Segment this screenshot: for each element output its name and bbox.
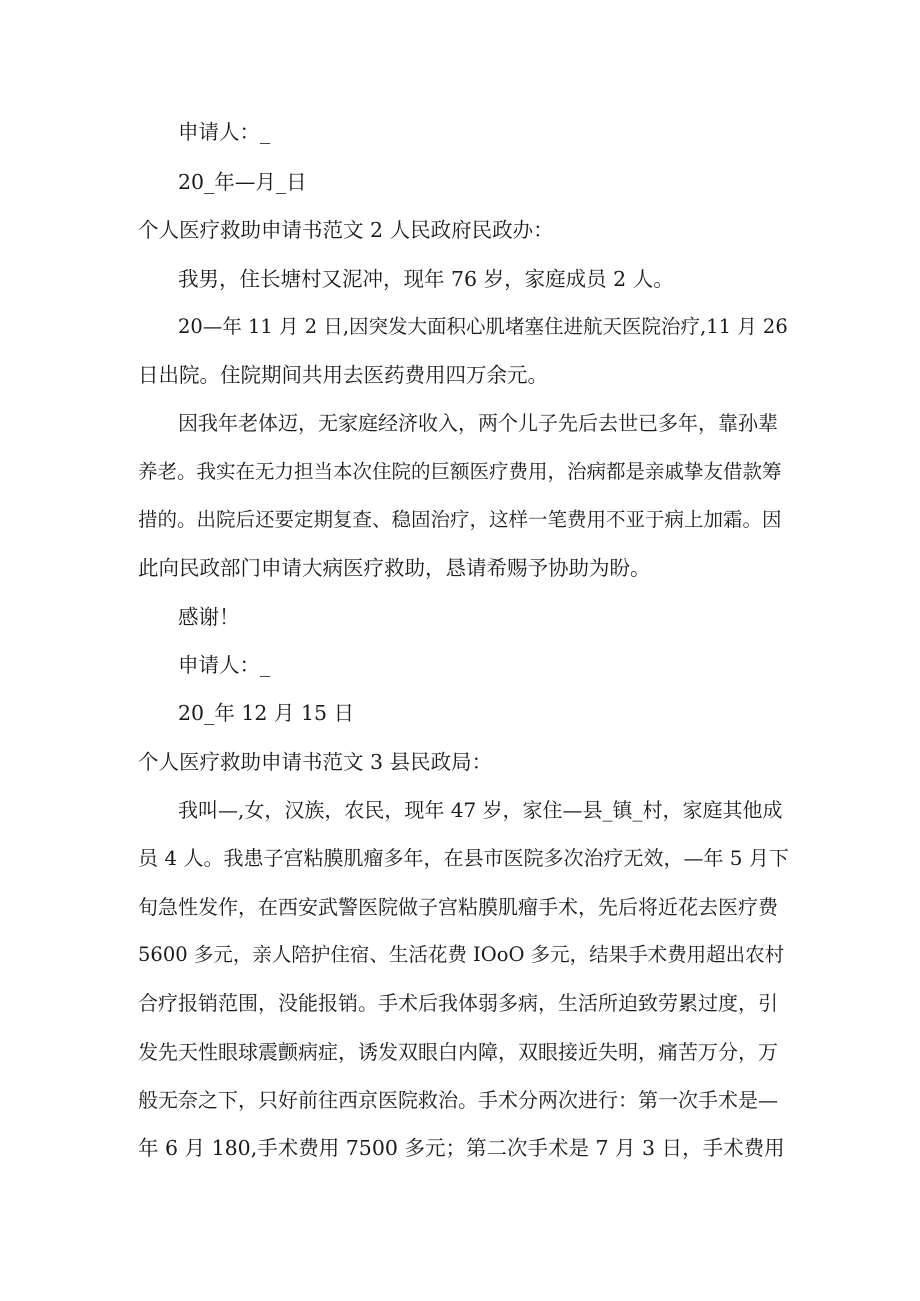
paragraph-text: 合疗报销范围，没能报销。手术后我体弱多病，生活所迫致劳累过度，引: [138, 991, 778, 1015]
date-line: 20_年—月_日: [178, 170, 307, 194]
paragraph-text: 日出院。住院期间共用去医药费用四万余元。: [138, 363, 548, 387]
paragraph-text: 员 4 人。我患子宫粘膜肌瘤多年，在县市医院多次治疗无效，—年 5 月下: [138, 846, 789, 870]
applicant-signature-line: 申请人：_: [178, 120, 271, 144]
paragraph-text: 旬急性发作，在西安武警医院做子宫粘膜肌瘤手术，先后将近花去医疗费: [138, 895, 778, 919]
paragraph-text: 养老。我实在无力担当本次住院的巨额医疗费用，治病都是亲戚挚友借款筹: [138, 460, 782, 483]
paragraph-text: 般无奈之下，只好前往西京医院救治。手术分两次进行：第一次手术是—: [138, 1088, 778, 1112]
paragraph-text: 此向民政部门申请大病医疗救助，恳请希赐予协助为盼。: [138, 556, 651, 580]
paragraph-text: 我叫—,女，汉族，农民，现年 47 岁，家住—县_镇_村，家庭其他成: [178, 798, 783, 822]
paragraph-text: 年 6 月 180,手术费用 7500 多元；第二次手术是 7 月 3 日，手术费用: [138, 1136, 785, 1160]
paragraph-text: 我男，住长塘村又泥冲，现年 76 岁，家庭成员 2 人。: [178, 267, 674, 291]
paragraph-text: 5600 多元，亲人陪护住宿、生活花费 IOoO 多元，结果手术费用超出农村: [138, 943, 785, 966]
date-line: 20_年 12 月 15 日: [178, 701, 355, 725]
thanks-text: 感谢！: [178, 605, 240, 629]
sample-2-heading: 个人医疗救助申请书范文 2 人民政府民政办：: [138, 218, 554, 242]
paragraph-text: 因我年老体迈，无家庭经济收入，两个儿子先后去世已多年，靠孙辈: [178, 411, 778, 435]
sample-3-heading: 个人医疗救助申请书范文 3 县民政局：: [138, 750, 493, 774]
paragraph-text: 发先天性眼球震颤病症，诱发双眼白内障，双眼接近失明，痛苦万分，万: [138, 1040, 778, 1064]
paragraph-text: 措的。出院后还要定期复查、稳固治疗，这样一笔费用不亚于病上加霜。因: [138, 508, 782, 531]
paragraph-text: 20—年 11 月 2 日,因突发大面积心肌堵塞住进航天医院治疗,11 月 26: [178, 315, 788, 338]
applicant-signature-line: 申请人：_: [178, 653, 271, 677]
